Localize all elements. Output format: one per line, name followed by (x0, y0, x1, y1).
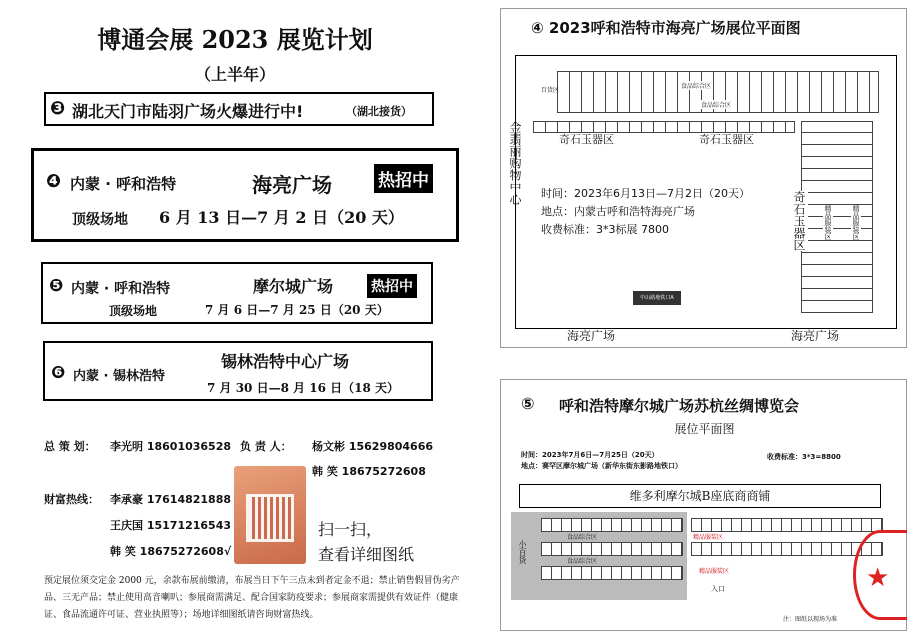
plan5-cloth1: 精品服装区 (693, 534, 724, 541)
plan5-legend: 注：图纸以现场为准 (783, 616, 838, 623)
plan4-food: 食品综合区 (681, 83, 712, 90)
manager-label: 负 责 人： (240, 440, 292, 453)
item3-box (44, 92, 434, 126)
plan5-frame (500, 379, 907, 631)
item6-box (43, 341, 433, 401)
item5-box (41, 262, 433, 324)
item4-badge: 热招中 (374, 164, 433, 193)
plan5-entry: 入口 (711, 585, 725, 593)
plan5-fee: 收费标准：3*3=8800 (767, 453, 841, 461)
item3-num: ❸ (50, 98, 66, 119)
item6-region: 内蒙 · 锡林浩特 (73, 369, 165, 384)
item6-dates: 7 月 30 日—8 月 16 日（18 天） (207, 381, 400, 395)
star-icon: ★ (866, 563, 890, 593)
page-subtitle: （上半年） (194, 65, 275, 84)
plan5-stalls-right (691, 518, 883, 532)
plan4-goods: 百货区 (541, 87, 560, 94)
plan4-zone-a: 奇石玉器区 (559, 133, 614, 146)
plan4-bottom1: 海亮广场 (567, 329, 616, 343)
manager2: 韩 笑 18675272608 (312, 465, 426, 478)
hotline2: 王庆国 15171216543 (110, 519, 232, 532)
hotline3: 韩 笑 18675272608√ (110, 545, 232, 558)
item5-region: 内蒙 · 呼和浩特 (71, 281, 171, 297)
scan-line2: 查看详细图纸 (318, 545, 415, 564)
plan5-sub: 展位平面图 (674, 422, 735, 436)
plan4-veg2: 精品服装区 (852, 205, 860, 240)
plan5-title: 呼和浩特摩尔城广场苏杭丝绸博览会 (559, 397, 800, 415)
qr-code-icon (246, 494, 294, 542)
plan4-frame (500, 8, 907, 348)
plan5-time: 时间：2023年7月6日—7月25日（20天） (521, 451, 659, 459)
item4-level: 顶级场地 (72, 212, 128, 228)
item6-venue: 锡林浩特中心广场 (221, 352, 350, 371)
plan5-place: 地点：赛罕区摩尔城广场（新华东街东影路地铁口） (521, 462, 682, 470)
hotline1: 李承豪 17614821888 (110, 493, 232, 506)
plan5-building: 维多利摩尔城B座底商商铺 (519, 484, 881, 508)
qr-card (234, 466, 306, 564)
plan5-stalls-b (541, 542, 683, 556)
manager1: 杨文彬 15629804666 (312, 440, 434, 453)
plan4-fee: 收费标准：3*3标展 7800 (541, 223, 669, 236)
plan4-left-side: 金翡丽购物中心 (508, 121, 522, 205)
plan5-seal (853, 530, 907, 620)
plan4-bottom2: 海亮广场 (791, 329, 840, 343)
plan4-place: 地点：内蒙古呼和浩特海亮广场 (541, 205, 695, 218)
planner: 李光明 18601036528 (110, 440, 232, 453)
plan4-zone-b: 奇石玉器区 (699, 133, 754, 146)
planner-label: 总 策 划： (44, 440, 96, 453)
plan4-title: ④ 2023呼和浩特市海亮广场展位平面图 (531, 19, 801, 37)
plan4-stall-grid-right (801, 121, 873, 313)
page-title: 博通会展 2023 展览计划 (97, 25, 373, 54)
item4-dates: 6 月 13 日—7 月 2 日（20 天） (159, 208, 404, 227)
plan5-food1: 食品综合区 (567, 534, 598, 541)
item5-venue: 摩尔城广场 (253, 277, 334, 296)
notice: 预定展位须交定金 2000 元，余款布展前缴清，布展当日下午三点未到者定金不退；禁止销售假冒伪劣产品、三无产品；禁止使用高音喇叭；参展商需满足、配合国家防疫要求；参展商家需提供有效证件（健康证、食品流通许可证、营业执照等）；场地详细图纸请咨询财富热线。 (44, 576, 460, 620)
scan-line1: 扫一扫， (318, 520, 383, 539)
item4-venue: 海亮广场 (252, 173, 332, 197)
item5-level: 顶级场地 (109, 304, 158, 318)
plan4-veg: 精品服装区 (824, 205, 832, 240)
plan5-stalls-right2 (691, 542, 883, 556)
plan5-title-num: ⑤ (521, 394, 535, 413)
plan4-exit: 中山路地铁口A (633, 291, 681, 305)
plan4-time: 时间：2023年6月13日—7月2日（20天） (541, 187, 750, 200)
plan5-shop: 小百货 (518, 540, 527, 564)
plan5-cloth2: 精品服装区 (699, 568, 730, 575)
item3-text: 湖北天门市陆羽广场火爆进行中! (72, 102, 304, 121)
item5-dates: 7 月 6 日—7 月 25 日（20 天） (205, 303, 389, 317)
item4-region: 内蒙 · 呼和浩特 (70, 175, 177, 193)
plan4-zone-c: 奇石玉器区 (792, 191, 806, 251)
item6-num: ❻ (51, 363, 66, 383)
item4-box (31, 148, 459, 242)
hotline-label: 财富热线： (44, 493, 99, 506)
item3-note: （湖北接货） (346, 105, 412, 118)
plan5-stalls-a (541, 518, 683, 532)
plan5-stalls-c (541, 566, 683, 580)
item5-badge: 热招中 (367, 274, 417, 298)
plan4-food2: 食品综合区 (701, 102, 732, 109)
item4-num: ❹ (46, 171, 62, 192)
item5-num: ❺ (49, 276, 64, 296)
plan5-food2: 食品综合区 (567, 558, 598, 565)
